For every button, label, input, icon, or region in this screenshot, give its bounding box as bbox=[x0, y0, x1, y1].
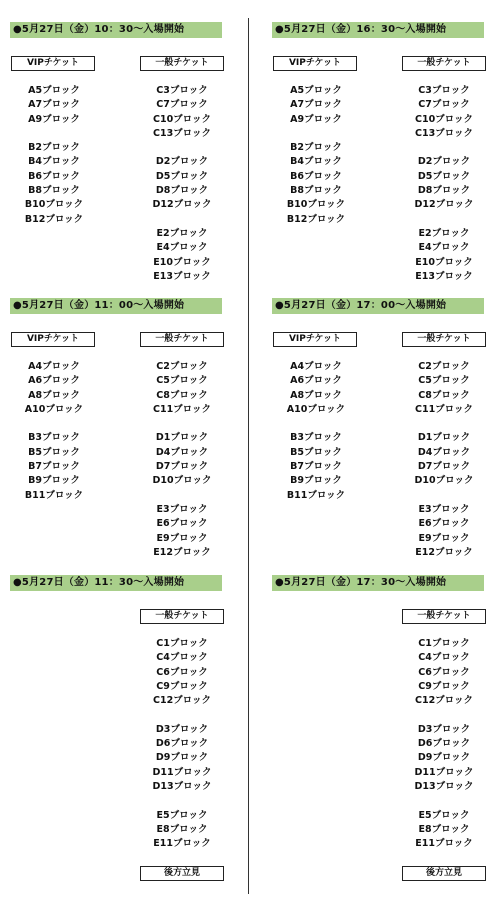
block-item: D4ブロック bbox=[417, 446, 471, 458]
list-gap bbox=[394, 213, 494, 227]
block-item: A9ブロック bbox=[28, 113, 80, 125]
block-item: B6ブロック bbox=[290, 170, 342, 182]
vip-ticket-label: VIPチケット bbox=[11, 332, 95, 347]
session-header: ●5月27日（金）17：00～入場開始 bbox=[272, 298, 484, 314]
block-item: E12ブロック bbox=[415, 546, 473, 558]
session-header: ●5月27日（金）16：30～入場開始 bbox=[272, 22, 484, 38]
general-ticket-label: 一般チケット bbox=[140, 56, 224, 71]
block-item: E2ブロック bbox=[156, 227, 208, 239]
block-item: C12ブロック bbox=[414, 695, 473, 707]
block-item: C10ブロック bbox=[414, 113, 473, 125]
block-item: D4ブロック bbox=[155, 446, 209, 458]
block-item: D2ブロック bbox=[155, 156, 209, 168]
session-1700 bbox=[272, 298, 484, 558]
general-block-list bbox=[132, 84, 232, 284]
block-item: E3ブロック bbox=[418, 503, 470, 515]
block-item: C5ブロック bbox=[156, 375, 208, 387]
block-item: E13ブロック bbox=[415, 270, 473, 282]
general-block-list bbox=[394, 637, 494, 851]
general-ticket-label: 一般チケット bbox=[402, 56, 486, 71]
block-item: E11ブロック bbox=[415, 838, 473, 850]
block-item: E4ブロック bbox=[418, 242, 470, 254]
block-item: C4ブロック bbox=[156, 652, 208, 664]
list-gap bbox=[394, 141, 494, 155]
session-header: ●5月27日（金）10：30～入場開始 bbox=[10, 22, 222, 38]
block-item: B3ブロック bbox=[290, 432, 342, 444]
block-item: E5ブロック bbox=[156, 809, 208, 821]
standing-label: 後方立見 bbox=[140, 866, 224, 881]
block-item: E6ブロック bbox=[418, 518, 470, 530]
block-item: D6ブロック bbox=[417, 738, 471, 750]
block-item: A5ブロック bbox=[290, 85, 342, 96]
vip-block-list bbox=[266, 84, 366, 227]
block-item: A6ブロック bbox=[28, 375, 80, 387]
block-item: D10ブロック bbox=[414, 475, 474, 487]
block-item: A6ブロック bbox=[290, 375, 342, 387]
list-gap bbox=[394, 794, 494, 808]
block-item: B2ブロック bbox=[290, 142, 342, 154]
block-item: C3ブロック bbox=[156, 85, 208, 96]
block-item: C8ブロック bbox=[156, 389, 208, 401]
block-item: C11ブロック bbox=[152, 403, 211, 415]
block-item: D8ブロック bbox=[155, 185, 209, 197]
vip-ticket-label: VIPチケット bbox=[273, 332, 357, 347]
block-item: C1ブロック bbox=[156, 638, 208, 649]
block-item: C10ブロック bbox=[152, 113, 211, 125]
block-item: C11ブロック bbox=[414, 403, 473, 415]
block-item: E5ブロック bbox=[418, 809, 470, 821]
block-item: D10ブロック bbox=[152, 475, 212, 487]
block-item: A8ブロック bbox=[290, 389, 342, 401]
block-item: A7ブロック bbox=[290, 99, 342, 111]
block-item: A5ブロック bbox=[28, 85, 80, 96]
block-item: E8ブロック bbox=[156, 823, 208, 835]
block-item: B11ブロック bbox=[24, 489, 84, 501]
ticket-type-row bbox=[272, 56, 484, 71]
list-gap bbox=[132, 794, 232, 808]
block-item: D13ブロック bbox=[414, 780, 474, 792]
general-block-list bbox=[394, 84, 494, 284]
general-ticket-label: 一般チケット bbox=[140, 609, 224, 624]
block-item: D13ブロック bbox=[152, 780, 212, 792]
block-item: B11ブロック bbox=[286, 489, 346, 501]
block-item: B2ブロック bbox=[28, 142, 80, 154]
block-item: D11ブロック bbox=[152, 766, 212, 778]
block-item: C4ブロック bbox=[418, 652, 470, 664]
block-item: C6ブロック bbox=[418, 666, 470, 678]
block-item: E2ブロック bbox=[418, 227, 470, 239]
column-divider bbox=[248, 18, 249, 894]
ticket-type-row bbox=[10, 56, 222, 71]
session-1100 bbox=[10, 298, 222, 558]
block-item: C13ブロック bbox=[414, 127, 473, 139]
block-item: A7ブロック bbox=[28, 99, 80, 111]
block-item: E13ブロック bbox=[153, 270, 211, 282]
session-header: ●5月27日（金）17：30～入場開始 bbox=[272, 575, 484, 591]
session-header: ●5月27日（金）11：00～入場開始 bbox=[10, 298, 222, 314]
block-item: B10ブロック bbox=[286, 199, 346, 211]
ticket-type-row bbox=[272, 332, 484, 347]
session-1630 bbox=[272, 22, 484, 282]
list-gap bbox=[4, 127, 104, 141]
block-item: B6ブロック bbox=[28, 170, 80, 182]
block-item: D3ブロック bbox=[417, 723, 471, 735]
block-item: A8ブロック bbox=[28, 389, 80, 401]
vip-block-list bbox=[266, 360, 366, 503]
block-item: D3ブロック bbox=[155, 723, 209, 735]
block-item: D12ブロック bbox=[414, 199, 474, 211]
block-item: D11ブロック bbox=[414, 766, 474, 778]
block-item: D6ブロック bbox=[155, 738, 209, 750]
general-block-list bbox=[394, 360, 494, 560]
ticket-type-row bbox=[10, 609, 222, 624]
block-item: B4ブロック bbox=[290, 156, 342, 168]
block-item: D1ブロック bbox=[155, 432, 209, 444]
block-item: B7ブロック bbox=[290, 461, 342, 473]
block-item: A4ブロック bbox=[28, 361, 80, 372]
block-item: C9ブロック bbox=[418, 680, 470, 692]
block-item: C2ブロック bbox=[156, 361, 208, 372]
block-item: C8ブロック bbox=[418, 389, 470, 401]
block-item: D2ブロック bbox=[417, 156, 471, 168]
list-gap bbox=[132, 708, 232, 722]
block-item: C1ブロック bbox=[418, 638, 470, 649]
list-gap bbox=[394, 417, 494, 431]
block-item: D1ブロック bbox=[417, 432, 471, 444]
session-1030 bbox=[10, 22, 222, 282]
vip-block-list bbox=[4, 84, 104, 227]
block-item: C6ブロック bbox=[156, 666, 208, 678]
list-gap bbox=[266, 127, 366, 141]
block-item: B5ブロック bbox=[28, 446, 80, 458]
block-item: E11ブロック bbox=[153, 838, 211, 850]
block-item: C3ブロック bbox=[418, 85, 470, 96]
block-item: B12ブロック bbox=[286, 213, 346, 225]
block-item: E9ブロック bbox=[156, 532, 208, 544]
block-item: A10ブロック bbox=[286, 403, 346, 415]
block-item: C13ブロック bbox=[152, 127, 211, 139]
block-item: D12ブロック bbox=[152, 199, 212, 211]
session-header: ●5月27日（金）11：30～入場開始 bbox=[10, 575, 222, 591]
block-item: E10ブロック bbox=[415, 256, 473, 268]
list-gap bbox=[132, 141, 232, 155]
block-item: C7ブロック bbox=[418, 99, 470, 111]
list-gap bbox=[132, 213, 232, 227]
block-item: B10ブロック bbox=[24, 199, 84, 211]
block-item: C7ブロック bbox=[156, 99, 208, 111]
vip-ticket-label: VIPチケット bbox=[273, 56, 357, 71]
block-item: E8ブロック bbox=[418, 823, 470, 835]
list-gap bbox=[4, 417, 104, 431]
block-item: D8ブロック bbox=[417, 185, 471, 197]
ticket-type-row bbox=[10, 332, 222, 347]
block-item: C2ブロック bbox=[418, 361, 470, 372]
block-item: E6ブロック bbox=[156, 518, 208, 530]
standing-label: 後方立見 bbox=[402, 866, 486, 881]
block-item: B5ブロック bbox=[290, 446, 342, 458]
block-item: B12ブロック bbox=[24, 213, 84, 225]
block-item: C9ブロック bbox=[156, 680, 208, 692]
block-item: C12ブロック bbox=[152, 695, 211, 707]
block-item: D7ブロック bbox=[417, 461, 471, 473]
ticket-type-row bbox=[272, 609, 484, 624]
list-gap bbox=[266, 417, 366, 431]
block-item: A9ブロック bbox=[290, 113, 342, 125]
vip-block-list bbox=[4, 360, 104, 503]
block-item: B4ブロック bbox=[28, 156, 80, 168]
block-item: B9ブロック bbox=[290, 475, 342, 487]
block-item: E9ブロック bbox=[418, 532, 470, 544]
block-item: A10ブロック bbox=[24, 403, 84, 415]
block-item: B3ブロック bbox=[28, 432, 80, 444]
block-item: B7ブロック bbox=[28, 461, 80, 473]
block-item: A4ブロック bbox=[290, 361, 342, 372]
block-item: B8ブロック bbox=[28, 185, 80, 197]
vip-ticket-label: VIPチケット bbox=[11, 56, 95, 71]
block-item: D9ブロック bbox=[155, 752, 209, 764]
block-item: B8ブロック bbox=[290, 185, 342, 197]
block-item: D5ブロック bbox=[155, 170, 209, 182]
list-gap bbox=[394, 708, 494, 722]
block-item: D7ブロック bbox=[155, 461, 209, 473]
list-gap bbox=[132, 417, 232, 431]
session-1130 bbox=[10, 575, 222, 850]
block-item: B9ブロック bbox=[28, 475, 80, 487]
general-block-list bbox=[132, 360, 232, 560]
session-1730 bbox=[272, 575, 484, 850]
list-gap bbox=[132, 489, 232, 503]
block-item: C5ブロック bbox=[418, 375, 470, 387]
general-ticket-label: 一般チケット bbox=[402, 332, 486, 347]
block-item: D9ブロック bbox=[417, 752, 471, 764]
block-item: D5ブロック bbox=[417, 170, 471, 182]
block-item: E12ブロック bbox=[153, 546, 211, 558]
general-block-list bbox=[132, 637, 232, 851]
general-ticket-label: 一般チケット bbox=[402, 609, 486, 624]
list-gap bbox=[394, 489, 494, 503]
general-ticket-label: 一般チケット bbox=[140, 332, 224, 347]
block-item: E3ブロック bbox=[156, 503, 208, 515]
block-item: E4ブロック bbox=[156, 242, 208, 254]
block-item: E10ブロック bbox=[153, 256, 211, 268]
